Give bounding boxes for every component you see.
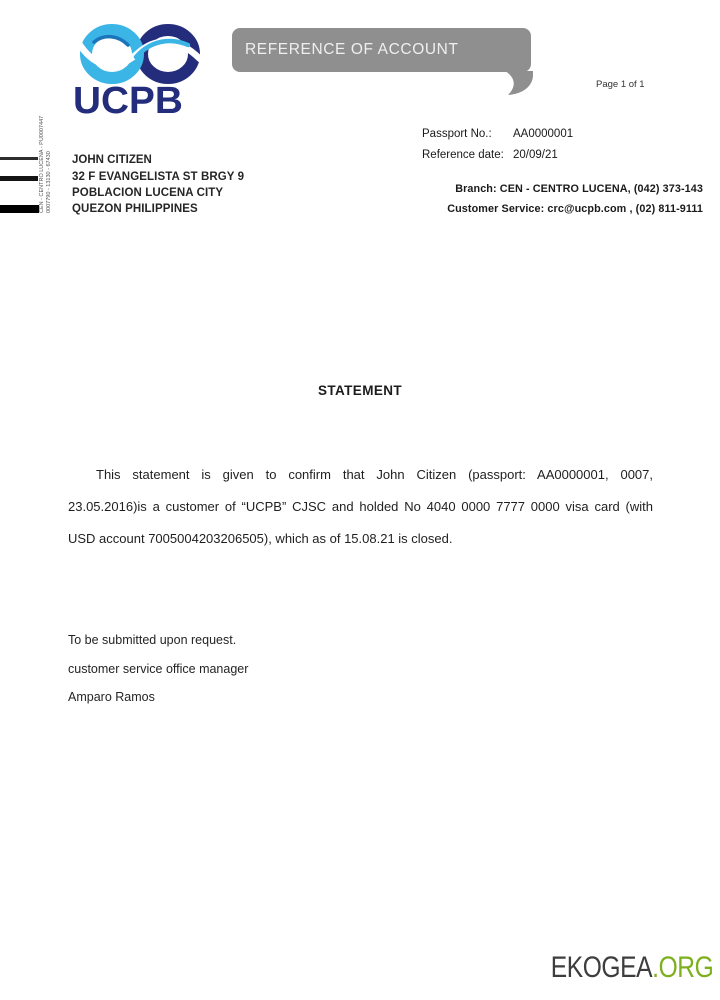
closing-block <box>68 626 248 712</box>
statement-line: USD account 7005004203206505), which as of 15.08.21 is closed. <box>68 531 453 546</box>
recipient-address-line: 32 F EVANGELISTA ST BRGY 9 <box>72 171 245 183</box>
side-reference-line1: CEN - CENTRO LUCENA - PU0007447 <box>39 115 45 213</box>
ucpb-infinity-logo-icon <box>78 24 202 86</box>
ekogea-brand-suffix: .ORG <box>651 951 713 984</box>
registration-mark-medium <box>0 176 38 181</box>
passport-row <box>422 128 573 149</box>
registration-mark-thin <box>0 157 38 160</box>
page-indicator: Page 1 of 1 <box>596 79 645 90</box>
signer-title: customer service office manager <box>68 661 249 676</box>
side-reference-line2: 0007790 - 13130 - 67430 <box>46 151 52 213</box>
reference-banner <box>232 28 531 72</box>
customer-service-line: Customer Service: crc@ucpb.com , (02) 811-9111 <box>447 202 703 215</box>
statement-paragraph <box>68 459 653 555</box>
recipient-name: JOHN CITIZEN <box>72 154 152 166</box>
passport-label: Passport No.: <box>422 128 492 140</box>
signer-name: Amparo Ramos <box>68 690 155 704</box>
statement-line: 23.05.2016)is a customer of “UCPB” CJSC and holded No 4040 0000 7777 0000 visa card (with <box>68 499 653 514</box>
branch-line: Branch: CEN - CENTRO LUCENA, (042) 373-143 <box>455 183 703 195</box>
closing-note: To be submitted upon request. <box>68 633 237 647</box>
statement-heading: STATEMENT <box>317 383 403 398</box>
banner-tail-shape <box>503 71 533 95</box>
ekogea-brand-text: EKOGEA <box>550 951 652 984</box>
reference-info-block <box>422 128 573 170</box>
recipient-address-block <box>72 152 244 217</box>
banner-title: REFERENCE OF ACCOUNT <box>245 41 459 58</box>
reference-date-row <box>422 149 573 170</box>
recipient-address-line: QUEZON PHILIPPINES <box>72 203 198 215</box>
recipient-address-line: POBLACION LUCENA CITY <box>72 187 224 199</box>
statement-line: This statement is given to confirm that John Citizen (passport: AA0000001, 0007, <box>96 467 653 482</box>
branch-contact-block <box>373 180 703 219</box>
passport-value: AA0000001 <box>513 128 574 140</box>
side-reference-code <box>39 93 53 213</box>
registration-mark-thick <box>0 205 39 213</box>
ucpb-wordmark: UCPB <box>73 80 183 122</box>
ekogea-watermark <box>550 951 713 985</box>
reference-date-label: Reference date: <box>422 149 504 161</box>
reference-date-value: 20/09/21 <box>513 149 558 161</box>
